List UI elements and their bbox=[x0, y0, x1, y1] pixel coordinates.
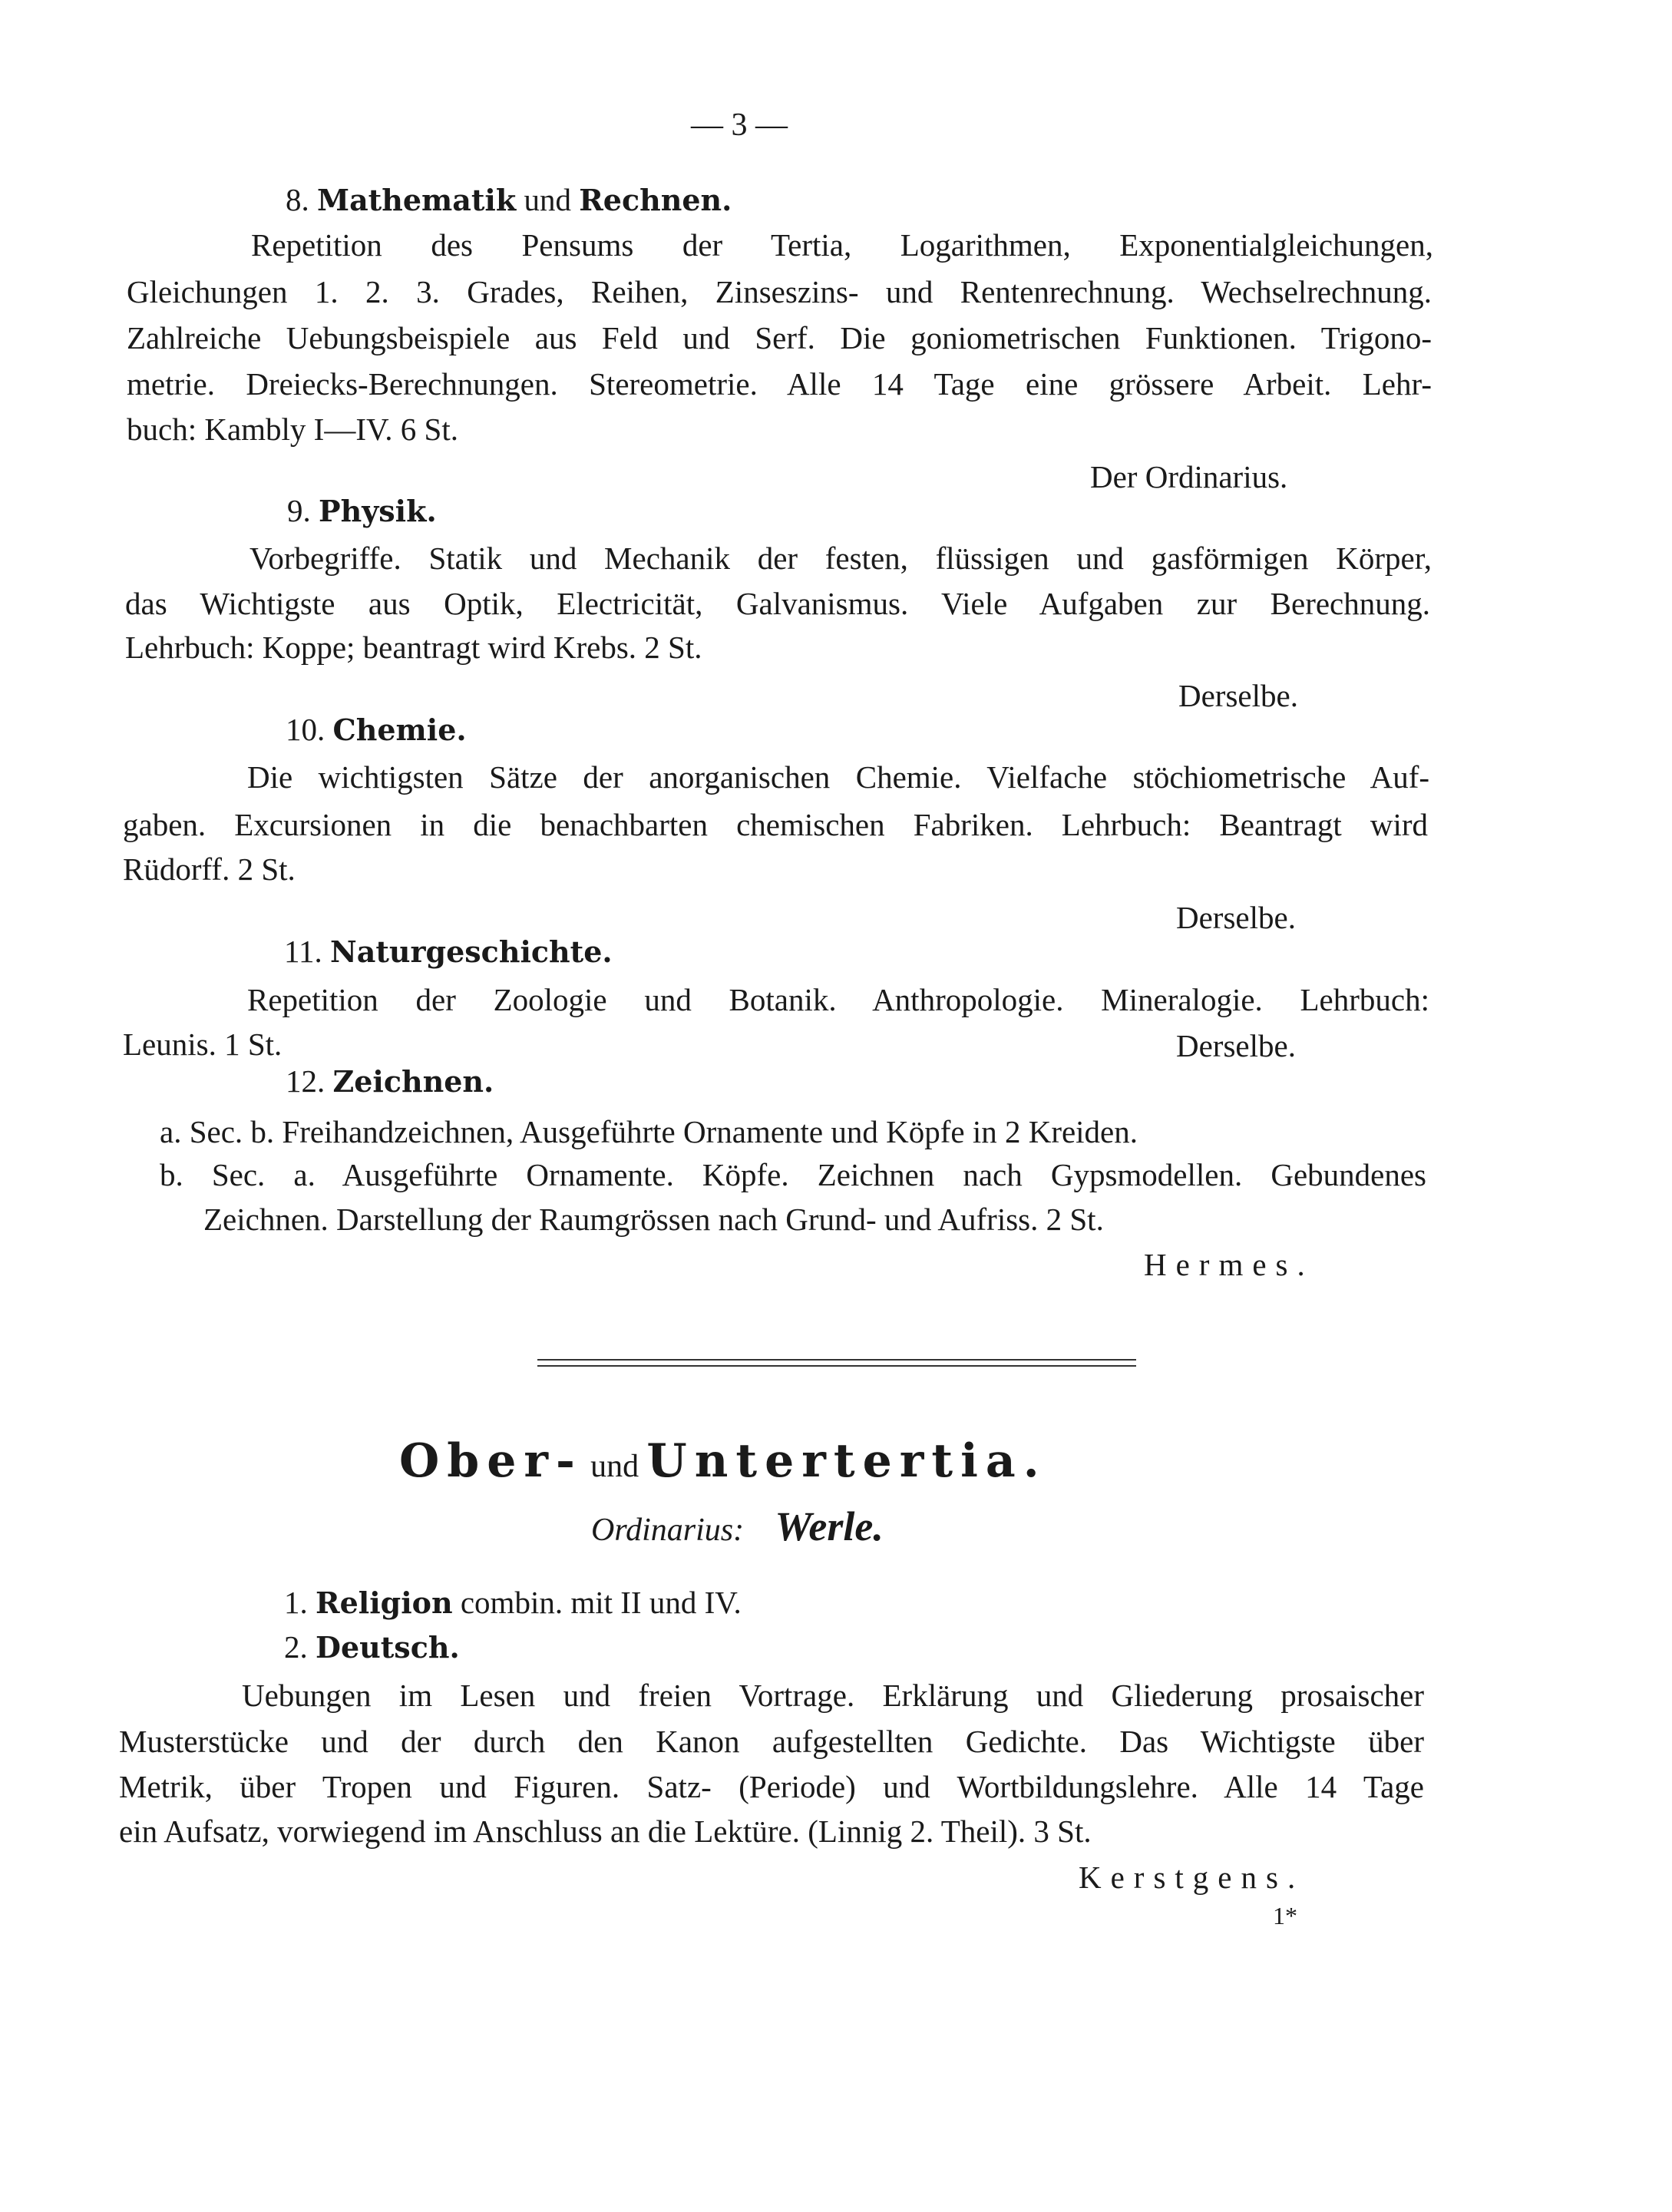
tertia-section-2-heading bbox=[284, 1628, 460, 1667]
section-9-heading bbox=[287, 491, 437, 531]
section-12-teacher: Hermes. bbox=[1144, 1247, 1314, 1282]
class-title-part-b: Untertertia. bbox=[646, 1434, 1047, 1488]
page-number: — 3 — bbox=[691, 107, 788, 143]
section-8-title-und: und bbox=[524, 182, 571, 217]
section-8-line-2: Gleichungen 1. 2. 3. Grades, Reihen, Zinseszins- und Rentenrechnung. Wechselrechnung. bbox=[127, 274, 1432, 309]
ordinarius-line bbox=[591, 1503, 884, 1553]
section-12-number: 12. bbox=[286, 1063, 325, 1099]
tertia-section-2-line-3: Metrik, über Tropen und Figuren. Satz- (Periode) und Wortbildungslehre. Alle 14 Tage bbox=[119, 1769, 1424, 1804]
tertia-section-2-line-1: Uebungen im Lesen und freien Vortrage. Erklärung und Gliederung prosaischer bbox=[242, 1678, 1424, 1713]
section-8-line-4: metrie. Dreiecks-Berechnungen. Stereometrie. Alle 14 Tage eine grössere Arbeit. Lehr- bbox=[127, 366, 1432, 402]
tertia-section-1-number: 1. bbox=[284, 1585, 308, 1620]
ordinarius-name: Werle. bbox=[775, 1503, 884, 1549]
section-11-heading bbox=[284, 932, 613, 971]
section-8-title-b: Rechnen. bbox=[579, 183, 732, 217]
section-10-number: 10. bbox=[286, 712, 325, 747]
class-title-und: und bbox=[590, 1449, 639, 1484]
section-10-line-3: Rüdorff. 2 St. bbox=[123, 851, 296, 887]
tertia-section-1-title: Religion bbox=[316, 1585, 453, 1620]
section-9-line-3: Lehrbuch: Koppe; beantragt wird Krebs. 2 St. bbox=[125, 630, 702, 665]
section-8-number: 8. bbox=[286, 182, 309, 217]
tertia-section-2-number: 2. bbox=[284, 1629, 308, 1665]
section-10-line-1: Die wichtigsten Sätze der anorganischen Chemie. Vielfache stöchiometrische Auf- bbox=[247, 759, 1429, 795]
class-title-part-a: Ober- bbox=[399, 1434, 583, 1488]
tertia-section-1-rest: combin. mit II und IV. bbox=[460, 1585, 742, 1620]
class-title bbox=[399, 1434, 1047, 1493]
section-9-number: 9. bbox=[287, 493, 311, 528]
section-8-line-3: Zahlreiche Uebungsbeispiele aus Feld und Serf. Die goniometrischen Funktionen. Trigono- bbox=[127, 320, 1432, 355]
section-10-line-2: gaben. Excursionen in die benachbarten chemischen Fabriken. Lehrbuch: Beantragt wird bbox=[123, 807, 1428, 842]
section-10-title: Chemie. bbox=[332, 713, 467, 747]
section-9-line-1: Vorbegriffe. Statik und Mechanik der festen, flüssigen und gasförmigen Körper, bbox=[249, 541, 1432, 576]
ordinarius-label: Ordinarius: bbox=[591, 1513, 745, 1548]
section-9-title: Physik. bbox=[319, 494, 437, 528]
section-8-heading bbox=[286, 180, 732, 220]
tertia-section-2-line-4: ein Aufsatz, vorwiegend im Anschluss an die Lektüre. (Linnig 2. Theil). 3 St. bbox=[119, 1814, 1092, 1849]
section-11-number: 11. bbox=[284, 934, 322, 969]
tertia-section-1 bbox=[284, 1583, 742, 1622]
section-divider bbox=[537, 1359, 1136, 1367]
section-8-line-1: Repetition des Pensums der Tertia, Logarithmen, Exponentialgleichungen, bbox=[251, 227, 1433, 263]
section-9-line-2: das Wichtigste aus Optik, Electricität, Galvanismus. Viele Aufgaben zur Berechnung. bbox=[125, 586, 1430, 621]
section-10-teacher: Derselbe. bbox=[1176, 900, 1296, 935]
section-8-line-5: buch: Kambly I—IV. 6 St. bbox=[127, 412, 459, 447]
section-11-teacher: Derselbe. bbox=[1176, 1028, 1296, 1063]
section-11-line-2: Leunis. 1 St. bbox=[123, 1027, 283, 1062]
tertia-section-2-title: Deutsch. bbox=[316, 1630, 460, 1665]
tertia-section-2-line-2: Musterstücke und der durch den Kanon aufgestellten Gedichte. Das Wichtigste über bbox=[119, 1724, 1424, 1759]
section-12-item-b-line-2: Zeichnen. Darstellung der Raumgrössen nach Grund- und Aufriss. 2 St. bbox=[203, 1202, 1104, 1237]
section-11-title: Naturgeschichte. bbox=[329, 934, 613, 969]
section-10-heading bbox=[286, 710, 467, 749]
tertia-section-2-teacher: Kerstgens. bbox=[1079, 1860, 1305, 1895]
section-9-teacher: Derselbe. bbox=[1178, 678, 1298, 713]
section-12-heading bbox=[286, 1062, 494, 1101]
section-12-item-a: a. Sec. b. Freihandzeichnen, Ausgeführte Ornamente und Köpfe in 2 Kreiden. bbox=[160, 1114, 1138, 1149]
section-12-item-b-line-1: b. Sec. a. Ausgeführte Ornamente. Köpfe. Zeichnen nach Gypsmodellen. Gebundenes bbox=[160, 1157, 1426, 1192]
section-11-line-1: Repetition der Zoologie und Botanik. Anthropologie. Mineralogie. Lehrbuch: bbox=[247, 982, 1429, 1017]
section-12-title: Zeichnen. bbox=[332, 1064, 494, 1099]
section-8-title-a: Mathematik bbox=[317, 183, 517, 217]
signature-mark: 1* bbox=[1273, 1902, 1297, 1929]
section-8-teacher: Der Ordinarius. bbox=[1090, 459, 1288, 494]
